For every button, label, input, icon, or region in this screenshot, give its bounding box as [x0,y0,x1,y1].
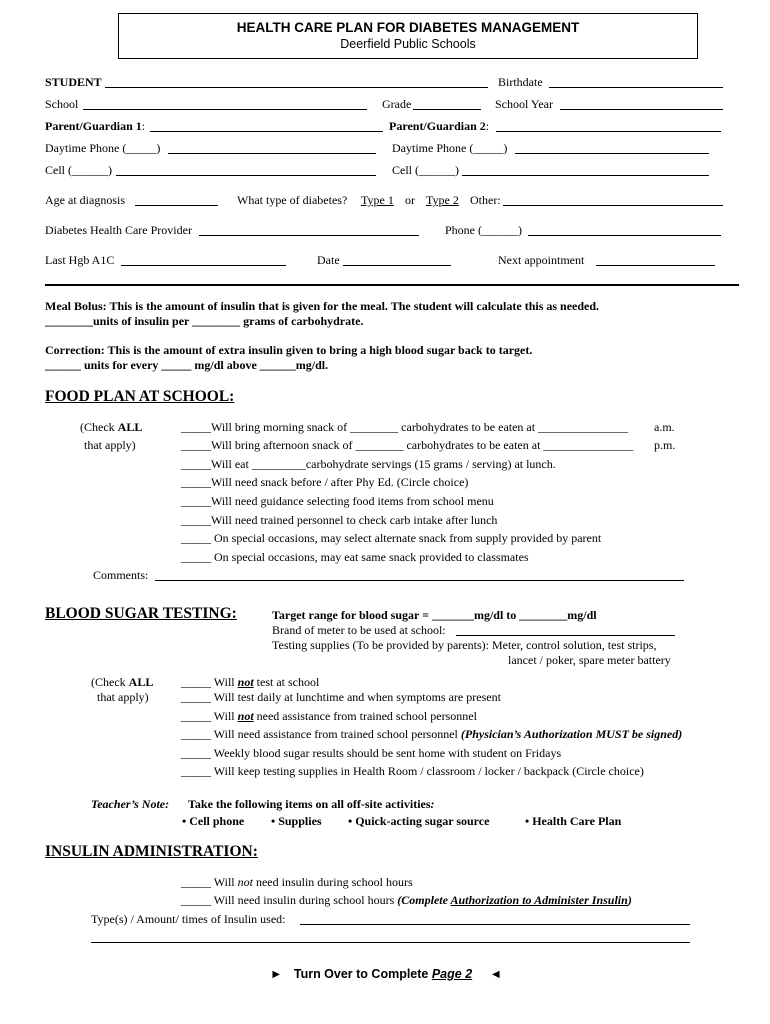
hgb-field[interactable] [121,265,286,266]
teacher-note-colon: : [430,797,435,811]
food-check-all [80,420,142,434]
teacher-note-item-3: • Quick-acting sugar source [348,814,490,828]
food-item-3[interactable]: _____Will eat _________carbohydrate servings (15 grams / serving) at lunch. [181,457,556,471]
parent1-colon: : [141,119,146,133]
next-appointment-label: Next appointment [498,253,585,267]
cell-field-1[interactable] [116,175,376,176]
daytime-phone-label-1: Daytime Phone (_____) [45,141,161,155]
diabetes-type-label: What type of diabetes? [237,193,348,207]
correction-text: Correction: This is the amount of extra insulin given to bring a high blood sugar back to target. [45,343,533,357]
date-label: Date [317,253,340,267]
bs-item-3-b: need assistance from trained school personnel [253,709,477,723]
birthdate-label: Birthdate [498,75,543,89]
teacher-note-item-4: • Health Care Plan [525,814,622,828]
header-box [118,13,698,59]
school-year-field[interactable] [560,109,723,110]
food-plan-heading: FOOD PLAN AT SCHOOL: [45,388,235,405]
bs-check-all-bold: ALL [128,675,154,689]
daytime-phone-field-1[interactable] [168,153,376,154]
parent1-label-text: Parent/Guardian 1 [45,119,142,133]
food-item-5[interactable]: _____Will need guidance selecting food items from school menu [181,494,494,508]
hgb-label: Last Hgb A1C [45,253,115,267]
bs-item-1-not: not [237,675,254,689]
food-item-6[interactable]: _____Will need trained personnel to check carb intake after lunch [181,513,498,527]
bs-item-6[interactable]: _____ Will keep testing supplies in Health Room / classroom / locker / backpack (Circle choice) [181,764,644,778]
insulin-item-1-not: not [237,875,253,889]
testing-supplies-line2: lancet / poker, spare meter battery [508,653,671,667]
teacher-note-label: Teacher’s Note: [91,797,170,811]
insulin-authorization-link[interactable]: Authorization to Administer Insulin [450,893,628,907]
birthdate-field[interactable] [549,87,723,88]
teacher-note-text [188,797,435,811]
comments-label: Comments: [93,568,149,582]
student-name-field[interactable] [105,87,488,88]
insulin-types-field-2[interactable] [91,942,690,943]
food-item-8[interactable]: _____ On special occasions, may eat same snack provided to classmates [181,550,529,564]
meal-bolus-line2: ________units of insulin per ________ grams of carbohydrate. [45,314,364,328]
grade-field[interactable] [413,109,481,110]
provider-phone-field[interactable] [528,235,721,236]
meter-brand-label: Brand of meter to be used at school: [272,623,446,637]
parent2-colon: : [485,119,490,133]
food-item-2[interactable]: _____Will bring afternoon snack of ________ carbohydrates to be eaten at _______________ [181,438,634,452]
school-field[interactable] [83,109,367,110]
type2-option[interactable]: Type 2 [426,193,459,207]
cell-label-2: Cell (______) [392,163,459,177]
daytime-phone-label-2: Daytime Phone (_____) [392,141,508,155]
bs-item-2[interactable]: _____ Will test daily at lunchtime and when symptoms are present [181,690,501,704]
form-title: HEALTH CARE PLAN FOR DIABETES MANAGEMENT [236,20,580,35]
bs-item-1[interactable] [181,675,319,689]
student-label: STUDENT [45,75,102,89]
bs-item-4[interactable] [181,727,682,741]
provider-field[interactable] [199,235,419,236]
date-field[interactable] [343,265,451,266]
insulin-item-2-b: (Complete [397,893,451,907]
food-item-1-am: a.m. [654,420,675,434]
testing-supplies-line1: Testing supplies (To be provided by parents): Meter, control solution, test strips, [272,638,657,652]
bs-check-all [91,675,153,689]
grade-label: Grade [382,97,412,111]
correction-line2: ______ units for every _____ mg/dl above ______mg/dl. [45,358,329,372]
blood-sugar-heading: BLOOD SUGAR TESTING: [45,605,237,622]
provider-label: Diabetes Health Care Provider [45,223,192,237]
page-2-link[interactable]: Page 2 [431,967,473,981]
comments-field[interactable] [155,580,684,581]
type1-option[interactable]: Type 1 [361,193,394,207]
food-check-all-bold: ALL [117,420,143,434]
insulin-item-1[interactable] [181,875,413,889]
target-range-text: Target range for blood sugar = _______mg/dl to ________mg/dl [272,608,597,622]
age-diagnosis-label: Age at diagnosis [45,193,125,207]
school-label: School [45,97,79,111]
arrow-right-icon: ► [270,967,283,981]
age-diagnosis-field[interactable] [135,205,218,206]
daytime-phone-field-2[interactable] [515,153,709,154]
insulin-types-label: Type(s) / Amount/ times of Insulin used: [91,912,286,926]
or-text: or [405,193,415,207]
provider-phone-label: Phone (______) [445,223,522,237]
bs-item-4-b: (Physician’s Authorization MUST be signed) [460,727,683,741]
bs-item-4-a: _____ Will need assistance from trained school personnel [181,727,461,741]
bs-item-3[interactable] [181,709,477,723]
footer-turn-over [270,967,502,981]
section-divider [45,284,739,286]
bs-item-3-a: _____ Will [181,709,238,723]
insulin-item-1-b: need insulin during school hours [252,875,413,889]
next-appointment-field[interactable] [596,265,715,266]
parent1-field[interactable] [150,131,383,132]
food-item-4[interactable]: _____Will need snack before / after Phy Ed. (Circle choice) [181,475,469,489]
parent2-field[interactable] [496,131,721,132]
bs-check-all-prefix: (Check [91,675,129,689]
other-label: Other: [470,193,501,207]
bs-item-1-a: _____ Will [181,675,238,689]
food-item-1[interactable]: _____Will bring morning snack of ________ carbohydrates to be eaten at _______________ [181,420,629,434]
meter-brand-field[interactable] [456,635,675,636]
other-type-field[interactable] [503,205,723,206]
arrow-left-icon: ◄ [489,967,503,981]
parent1-label [45,119,145,133]
meal-bolus-text: Meal Bolus: This is the amount of insulin that is given for the meal. The student will calculate this as needed. [45,299,600,313]
insulin-types-field-1[interactable] [300,924,690,925]
insulin-item-2-a: _____ Will need insulin during school hours [181,893,398,907]
parent2-label-text: Parent/Guardian 2 [389,119,486,133]
bs-that-apply: that apply) [97,690,149,704]
insulin-item-1-a: _____ Will [181,875,238,889]
bs-item-3-not: not [237,709,254,723]
form-subtitle: Deerfield Public Schools [340,37,476,51]
food-check-all-prefix: (Check [80,420,118,434]
insulin-item-2-c: ) [627,893,632,907]
cell-field-2[interactable] [462,175,709,176]
bs-item-1-b: test at school [253,675,320,689]
bs-item-5[interactable]: _____ Weekly blood sugar results should be sent home with student on Fridays [181,746,562,760]
school-year-label: School Year [495,97,554,111]
cell-label-1: Cell (______) [45,163,112,177]
parent2-label [389,119,489,133]
teacher-note-text-main: Take the following items on all off-site activities [188,797,431,811]
food-item-2-pm: p.m. [654,438,676,452]
food-that-apply: that apply) [84,438,136,452]
insulin-item-2[interactable] [181,893,632,907]
teacher-note-item-2: • Supplies [271,814,322,828]
insulin-admin-heading: INSULIN ADMINISTRATION: [45,843,258,860]
footer-text: Turn Over to Complete [293,967,432,981]
food-item-7[interactable]: _____ On special occasions, may select alternate snack from supply provided by parent [181,531,602,545]
teacher-note-item-1: • Cell phone [182,814,245,828]
